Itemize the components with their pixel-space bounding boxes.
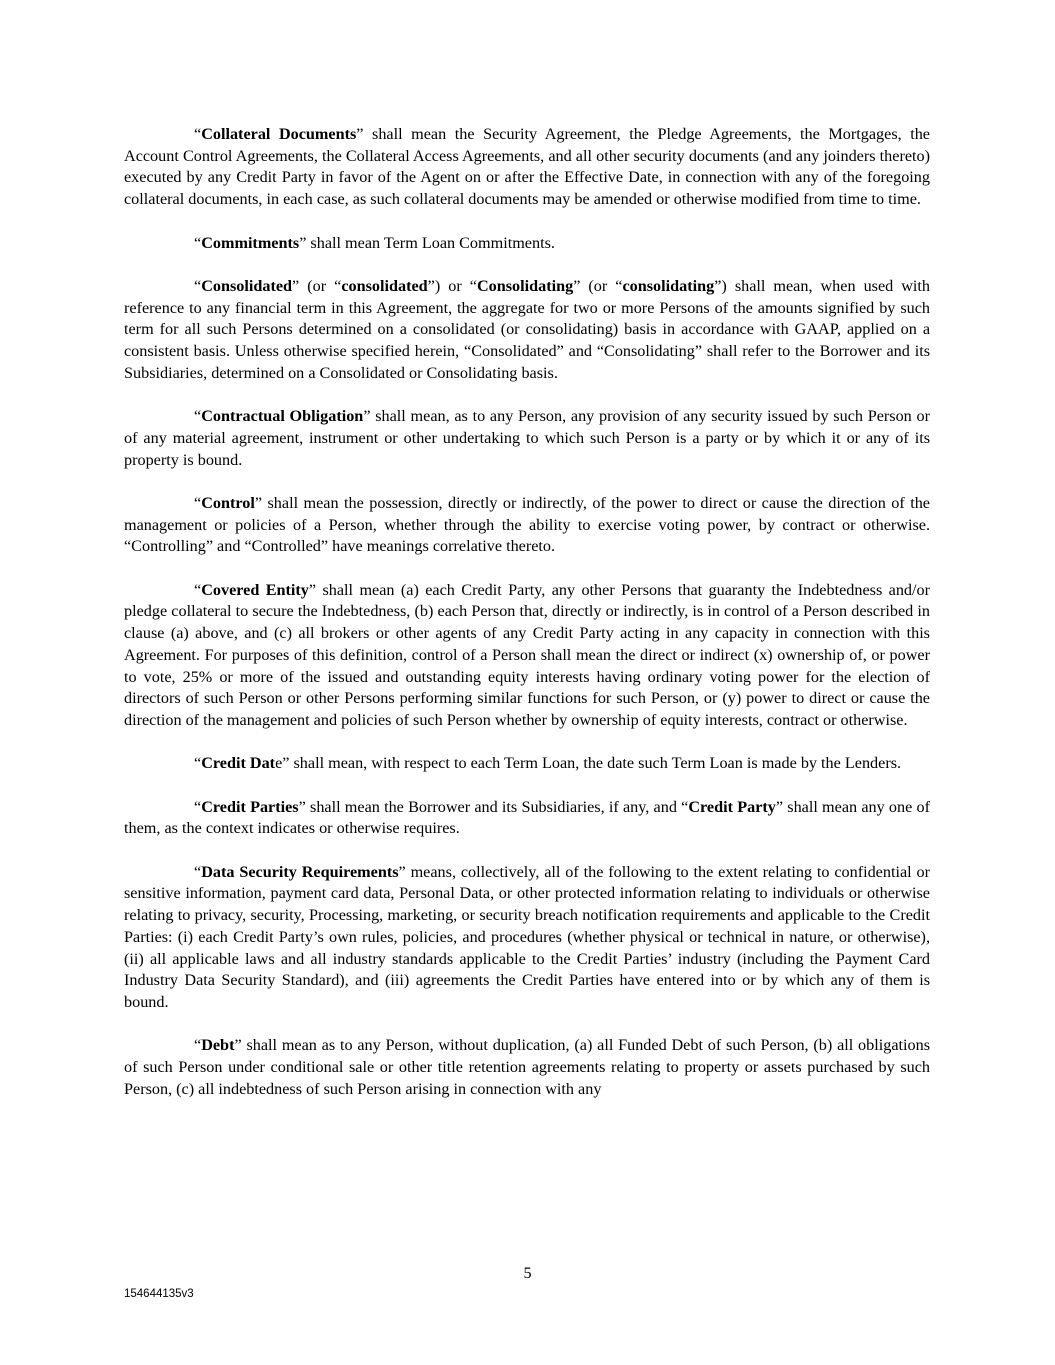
definition-text: “ (194, 797, 202, 816)
definition-text: “ (194, 1036, 202, 1055)
defined-term: Debt (201, 1036, 235, 1055)
definition-paragraph (124, 276, 930, 385)
definition-text: ” shall mean, as to any Person, any provision of any security issued by such Person or of any material agreement, instrument or other undertaking to which such Person is a party or by which it or any of its property is bound. (124, 407, 930, 469)
defined-term: Consolidating (476, 276, 574, 295)
definition-paragraph (124, 233, 930, 255)
defined-term: Collateral Documents (201, 125, 357, 143)
defined-term: Credit Parties (201, 797, 299, 816)
definition-text: ” shall mean the Borrower and its Subsidiaries, if any, and “ (298, 797, 689, 816)
definition-text: ” shall mean Term Loan Commitments. (299, 233, 555, 252)
definition-paragraph (124, 797, 930, 840)
definition-text: ” (or “ (573, 276, 623, 295)
definitions-list (124, 124, 930, 1122)
definition-paragraph (124, 580, 930, 732)
defined-term: Covered Entity (201, 580, 309, 599)
definition-text: “ (194, 125, 202, 143)
defined-term: consolidating (622, 276, 715, 295)
defined-term: consolidated (341, 276, 428, 295)
definition-text: “ (194, 754, 202, 773)
defined-term: Control (201, 493, 255, 512)
defined-term: Contractual Obligation (201, 407, 364, 426)
definition-text: “ (194, 233, 202, 252)
definition-text: ”) or “ (427, 276, 477, 295)
definition-text: “ (194, 276, 202, 295)
definition-text: ” shall mean (a) each Credit Party, any other Persons that guaranty the Indebtedness and/or pledge collateral to secure the Indebtedness, (b) each Person that, directly or indirectly, is in control of a Person described in clause (a) above, and (c) all brokers or other agents of any Credit Party acting in any capacity in connection with this Agreement. For purposes of this definition, control of a Person shall mean the direct or indirect (x) ownership of, or power to vote, 25% or more of the issued and outstanding equity interests having ordinary voting power for the election of directors of such Person or other Persons performing similar functions for such Person, or (y) power to direct or cause the direction of the management and policies of such Person whether by ownership of equity interests, contract or otherwise. (124, 580, 930, 729)
page-number: 5 (523, 1264, 532, 1282)
definition-text: “ (194, 862, 202, 881)
definition-paragraph (124, 493, 930, 558)
document-id: 154644135v3 (124, 1288, 194, 1300)
defined-term: Consolidated (201, 276, 293, 295)
definition-text: ” (or “ (292, 276, 342, 295)
definition-text: ” shall mean any one of them, as the context indicates or otherwise requires. (124, 797, 931, 838)
definition-paragraph (124, 1035, 930, 1100)
definition-paragraph (124, 753, 930, 775)
definition-text: “ (194, 493, 202, 512)
defined-term: Data Security Requirements (201, 862, 399, 881)
definition-text: ” shall mean the possession, directly or indirectly, of the power to direct or cause the direction of the management or policies of a Person, whether through the ability to exercise voting power, by contract or otherwise. “Controlling” and “Controlled” have meanings correlative thereto. (124, 493, 930, 556)
definition-paragraph (124, 406, 930, 471)
defined-term: Commitments (201, 233, 300, 252)
definition-text: ” means, collectively, all of the following to the extent relating to confidential or sensitive information, payment card data, Personal Data, or other protected information relating to individuals or otherwise relating to privacy, security, Processing, marketing, or security breach notification requirements and applicable to the Credit Parties: (i) each Credit Party’s own rules, policies, and procedures (whether physical or technical in nature, or otherwise), (ii) all applicable laws and all industry standards applicable to the Credit Parties’ industry (including the Payment Card Industry Data Security Standard), and (iii) agreements the Credit Parties have entered into or by which any of them is bound. (124, 862, 930, 1011)
defined-term: Credit Dat (201, 754, 276, 773)
definition-text: “ (194, 407, 202, 426)
definition-paragraph (124, 124, 930, 211)
definition-text: ” shall mean the Security Agreement, the Pledge Agreements, the Mortgages, the Account Control Agreements, the Collateral Access Agreements, and all other security documents (and any joinders thereto) executed by any Credit Party in favor of the Agent on or after the Effective Date, in connection with any of the foregoing collateral documents, in each case, as such collateral documents may be amended or otherwise modified from time to time. (124, 125, 930, 209)
defined-term: Credit Party (688, 797, 776, 816)
definition-text: e” shall mean, with respect to each Term Loan, the date such Term Loan is made by the Lenders. (275, 754, 902, 773)
definition-text: “ (194, 580, 202, 599)
definition-text: ” shall mean as to any Person, without duplication, (a) all Funded Debt of such Person, (b) all obligations of such Person under conditional sale or other title retention agreements relating to property or assets purchased by such Person, (c) all indebtedness of such Person arising in connection with any (124, 1036, 930, 1098)
definition-text: ”) shall mean, when used with reference to any financial term in this Agreement, the aggregate for two or more Persons of the amounts signified by such term for all such Persons determined on a consolidated (or consolidating) basis in accordance with GAAP, applied on a consistent basis. Unless otherwise specified herein, “Consolidated” and “Consolidating” shall refer to the Borrower and its Subsidiaries, determined on a Consolidated or Consolidating basis. (124, 276, 931, 382)
definition-paragraph (124, 862, 930, 1014)
